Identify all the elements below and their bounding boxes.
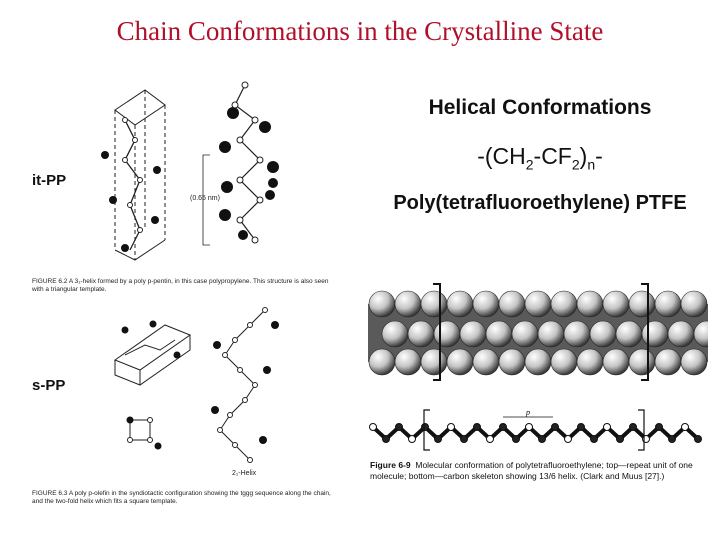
fluorine-atom	[551, 291, 577, 317]
helical-conformations-heading: Helical Conformations	[428, 96, 652, 119]
figure-6-9-caption: Figure 6-9 Molecular conformation of polytetrafluoroethylene; top—repeat unit of one molecule; bottom—carbon skeleton showing 13/6 helix. (Clark and Muus [27].)	[370, 460, 693, 481]
fluorine-atom	[590, 321, 616, 347]
carbon-atom	[552, 424, 559, 431]
carbon-atom	[526, 424, 533, 431]
carbon-atom	[695, 436, 702, 443]
ptfe-carbon-skeleton	[368, 405, 708, 455]
fluorine-atom	[551, 349, 577, 375]
carbon-atom	[591, 436, 598, 443]
p-label: p	[526, 408, 530, 417]
fluorine-atom	[369, 349, 395, 375]
fluorine-atom	[486, 321, 512, 347]
fluorine-atom	[447, 349, 473, 375]
fluorine-atom	[668, 321, 694, 347]
carbon-atom	[396, 424, 403, 431]
carbon-atom	[500, 424, 507, 431]
itpp-label: it-PP	[32, 172, 67, 189]
spp-label: s-PP	[32, 377, 66, 394]
fluorine-atom	[642, 321, 668, 347]
fluorine-atom	[434, 321, 460, 347]
carbon-atom	[604, 424, 611, 431]
carbon-atom	[656, 424, 663, 431]
fluorine-atom	[512, 321, 538, 347]
spp-zigzag-helix	[205, 300, 285, 470]
fluorine-atom	[421, 349, 447, 375]
fluorine-atom	[603, 291, 629, 317]
fluorine-atom	[525, 291, 551, 317]
fig62-caption: FIGURE 6.2 A 3₁-helix formed by a poly p-pentin, in this case polypropylene. This structure is also seen with a triangular template.	[32, 278, 329, 293]
polymer-name: Poly(tetrafluoroethylene) PTFE	[393, 192, 687, 214]
carbon-atom	[682, 424, 689, 431]
fluorine-atom	[629, 291, 655, 317]
fluorine-atom	[408, 321, 434, 347]
fluorine-atom	[395, 349, 421, 375]
carbon-atom	[461, 436, 468, 443]
carbon-atom	[474, 424, 481, 431]
fluorine-atom	[447, 291, 473, 317]
fluorine-atom	[525, 349, 551, 375]
fluorine-atom	[616, 321, 642, 347]
carbon-atom	[448, 424, 455, 431]
ptfe-spacefill-model	[368, 282, 708, 384]
spp-chain-small	[120, 410, 170, 455]
dimension-label: (0.65 nm)	[190, 195, 220, 202]
carbon-atom	[487, 436, 494, 443]
fluorine-atom	[421, 291, 447, 317]
helix-label: 2₁-Helix	[232, 470, 257, 477]
itpp-helix-model	[185, 75, 295, 270]
fluorine-atom	[369, 291, 395, 317]
carbon-atom	[539, 436, 546, 443]
fluorine-atom	[655, 291, 681, 317]
fig63-caption: FIGURE 6.3 A poly p-olefin in the syndiotactic configuration showing the tggg sequence along the chain, and the two-fold helix which fits a square template.	[32, 490, 331, 505]
carbon-atom	[513, 436, 520, 443]
fluorine-atom	[499, 291, 525, 317]
itpp-helix-cage-diagram	[95, 80, 185, 270]
carbon-atom	[669, 436, 676, 443]
carbon-atom	[565, 436, 572, 443]
fluorine-atom	[655, 349, 681, 375]
carbon-atom	[435, 436, 442, 443]
fluorine-atom	[473, 291, 499, 317]
slide-title: Chain Conformations in the Crystalline State	[116, 16, 604, 46]
fluorine-atom	[473, 349, 499, 375]
fluorine-atom	[681, 291, 707, 317]
formula: $-(CH_2-CF_2)_n-$	[477, 143, 603, 173]
carbon-atom	[370, 424, 377, 431]
fluorine-atom	[629, 349, 655, 375]
carbon-atom	[617, 436, 624, 443]
fluorine-atom	[538, 321, 564, 347]
carbon-atom	[630, 424, 637, 431]
fluorine-atom	[577, 291, 603, 317]
fluorine-atom	[382, 321, 408, 347]
carbon-atom	[383, 436, 390, 443]
carbon-atom	[409, 436, 416, 443]
carbon-atom	[578, 424, 585, 431]
fluorine-atom	[681, 349, 707, 375]
carbon-atom	[422, 424, 429, 431]
fluorine-atom	[577, 349, 603, 375]
fluorine-atom	[460, 321, 486, 347]
spp-square-template-diagram	[105, 310, 200, 390]
fluorine-atom	[499, 349, 525, 375]
fluorine-atom	[564, 321, 590, 347]
fluorine-atom	[395, 291, 421, 317]
fluorine-atom	[603, 349, 629, 375]
